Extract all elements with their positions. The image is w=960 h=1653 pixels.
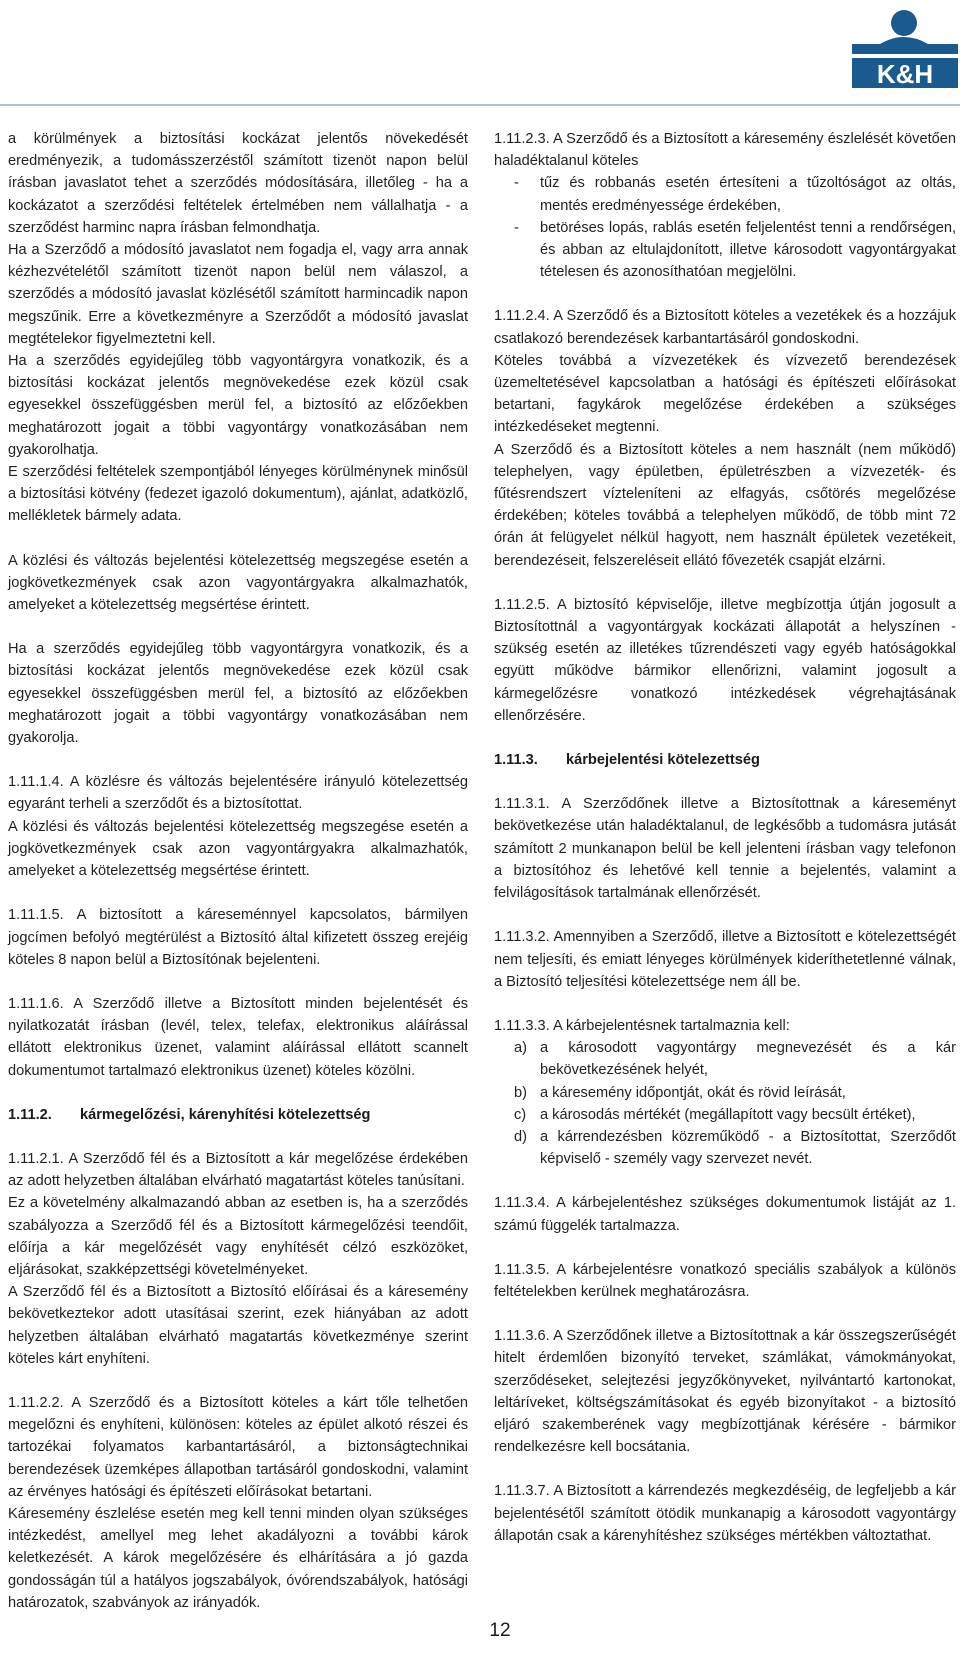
page-number: 12 <box>489 1620 511 1641</box>
paragraph: a körülmények a biztosítási kockázat jelentős növekedését eredményezik, a tudomásszerzéstől számított tizenöt napon belül írásban javaslatot tehet a szerződés módosítására, illetőleg - ha a kockázatot a szerződési feltételek értelmében nem vállalhatja - a szerződést harminc napra írásban felmondhatja. <box>8 131 468 236</box>
paragraph: 1.11.2.3. A Szerződő és a Biztosított a káresemény észlelését követően haladéktalanul köteles <box>494 131 956 170</box>
list-marker: c) <box>514 1106 527 1123</box>
list-item <box>494 217 956 284</box>
paragraph: 1.11.3.5. A kárbejelentésre vonatkozó speciális szabályok a különös feltételekben kerülnek meghatározásra. <box>494 1261 956 1300</box>
list-bullet: - <box>514 175 519 192</box>
paragraph: Ez a követelmény alkalmazandó abban az esetben is, ha a szerződés szabályozza a Szerződő fél és a Biztosított kármegelőzési teendőit, előírja a kár megelőzését vagy enyhítését célzó eszközöket, eljárásokat, szakképzettségi követelményeket. <box>8 1195 468 1278</box>
list-item <box>494 1104 956 1126</box>
section-heading <box>8 1104 468 1126</box>
right-column <box>494 128 956 1547</box>
lettered-list <box>494 1037 956 1170</box>
list-item-text: a kárrendezésben közreműködő - a Biztosítottat, Szerződőt képviselő - személy vagy szervezet nevét. <box>540 1128 956 1168</box>
paragraph: A közlési és változás bejelentési kötelezettség megszegése esetén a jogkövetkezmények csak azon vagyontárgyakra alkalmazhatók, amelyeket a kötelezettség megsértése érintett. <box>8 818 468 880</box>
list-marker: b) <box>514 1084 527 1101</box>
paragraph: Káresemény észlelése esetén meg kell tenni minden olyan szükséges intézkedést, amellyel meg lehet akadályozni a további károk keletkezését. A károk megelőzésére és elhárítására a jó gazda gondosságán túl a hatályos jogszabályok, óvórendszabályok, hatósági határozatok, szabványok az irányadók. <box>8 1505 468 1611</box>
list-bullet: - <box>514 219 519 236</box>
paragraph: 1.11.2.5. A biztosító képviselője, illetve megbízottja útján jogosult a Biztosítottnál a vagyontárgyak kockázati állapotát a helyszínen - szükség esetén az illetékes tűzrendészeti vagy egyéb hatóságokkal együtt működve bármikor ellenőrizni, valamint jogosult a kármegelőzésre vonatkozó intézkedések végrehajtásának ellenőrzésére. <box>494 596 956 724</box>
paragraph: A Szerződő és a Biztosított köteles a nem használt (nem működő) telephelyen, vagy épületben, épületrészben a vízvezeték- és fűtésrendszert vízteleníteni az elfagyás, csőtörés megelőzése érdekében; köteles továbbá a telephelyen működő, de több mint 72 órán át felügyelet nélkül hagyott, nem használt épületek vezetékeit, berendezéseit, felszereléseit ellátó fővezeték csapját elzárni. <box>494 441 956 569</box>
paragraph: Köteles továbbá a vízvezetékek és vízvezető berendezések üzemeltetésével kapcsolatban a hatósági és építészeti előírásokat betartani, fagykárok megelőzése érdekében a szükséges intézkedéseket megtenni. <box>494 352 956 436</box>
paragraph: 1.11.3.1. A Szerződőnek illetve a Biztosítottnak a káreseményt bekövetkezése után haladéktalanul, de legkésőbb a tudomásra jutását számított 2 munkanapon belül be kell jelenteni írásban vagy telefonon a biztosítóhoz és lehetővé kell tennie a bejelentés, valamint a felvilágosítások tartalmának ellenőrzését. <box>494 796 956 902</box>
list-item <box>494 172 956 216</box>
list-item-text: betöréses lopás, rablás esetén feljelentést tenni a rendőrségen, és abban az eltulajdonított, illetve károsodott vagyontárgyakat tételesen és azonosíthatóan megjelölni. <box>540 219 956 281</box>
section-title: kármegelőzési, kárenyhítési kötelezettség <box>80 1106 371 1123</box>
paragraph: 1.11.2.1. A Szerződő fél és a Biztosított a kár megelőzése érdekében az adott helyzetben általában elvárható magatartást köteles tanúsítani. <box>8 1150 468 1190</box>
list-item-text: tűz és robbanás esetén értesíteni a tűzoltóságot az oltás, mentés eredményessége érdekében, <box>540 175 956 214</box>
kh-logo-mark <box>852 8 958 88</box>
paragraph: 1.11.3.4. A kárbejelentéshez szükséges dokumentumok listáját az 1. számú függelék tartalmazza. <box>494 1195 956 1234</box>
paragraph: E szerződési feltételek szempontjából lényeges körülménynek minősül a biztosítási kötvény (fedezet igazoló dokumentum), ajánlat, adatközlő, mellékletek bármely adata. <box>8 464 468 525</box>
section-title: kárbejelentési kötelezettség <box>566 752 760 769</box>
list-item-text: a károsodás mértékét (megállapított vagy becsült értéket), <box>540 1106 916 1123</box>
paragraph: 1.11.3.3. A kárbejelentésnek tartalmaznia kell: <box>494 1017 790 1034</box>
left-column <box>8 128 468 1614</box>
paragraph: Ha a szerződés egyidejűleg több vagyontárgyra vonatkozik, és a biztosítási kockázat jelentős megnövekedése ezek közül csak egyesekkel összefüggésben merül fel, a biztosító az előzőekben meghatározott jogait a többi vagyontárgy vonatkozásában nem gyakorolja. <box>8 641 468 747</box>
paragraph: 1.11.1.6. A Szerződő illetve a Biztosított minden bejelentését és nyilatkozatát írásban (levél, telex, telefax, elektronikus aláírással ellátott elektronikus üzenet, valamint aláírással ellátott scannelt dokumentumot tartalmazó elektronikus üzenet) köteles közölni. <box>8 995 468 1079</box>
header-divider <box>0 104 960 106</box>
list-item <box>494 1037 956 1081</box>
paragraph: 1.11.3.7. A Biztosított a kárrendezés megkezdéséig, de legfeljebb a kár bejelentésétől számított ötödik munkanapig a károsodott vagyontárgy állapotán csak a kárenyhítéshez szükséges mértékben változtathat. <box>494 1483 956 1544</box>
list-item <box>494 1126 956 1170</box>
paragraph: 1.11.2.4. A Szerződő és a Biztosított köteles a vezetékek és a hozzájuk csatlakozó berendezések karbantartásáról gondoskodni. <box>494 308 956 347</box>
paragraph: 1.11.1.4. A közlésre és változás bejelentésére irányuló kötelezettség egyaránt terheli a szerződőt és a biztosítottat. <box>8 774 468 813</box>
kh-logo <box>852 8 958 88</box>
paragraph: Ha a szerződés egyidejűleg több vagyontárgyra vonatkozik, és a biztosítási kockázat jelentős megnövekedése ezek közül csak egyesekkel összefüggésben merül fel, a biztosító az előzőekben meghatározott jogait a többi vagyontárgy vonatkozásában nem gyakorolhatja. <box>8 353 468 458</box>
list-marker: a) <box>514 1040 527 1057</box>
paragraph: A Szerződő fél és a Biztosított a Biztosító előírásai és a káresemény bekövetkeztekor adott utasításai szerint, ezek hiányában az adott helyzetben általában elvárható magatartás következménye szerint köteles kárt enyhíteni. <box>8 1284 468 1367</box>
list-marker: d) <box>514 1128 527 1145</box>
logo-text: K&H <box>876 59 934 88</box>
paragraph: Ha a Szerződő a módosító javaslatot nem fogadja el, vagy arra annak kézhezvételétől számított tizenöt napon belül nem válaszol, a szerződés a módosító javaslat közlésétől számított harmincadik napon megszűnik. Erre a következményre a Szerződőt a módosító javaslat megtételekor figyelmeztetni kell. <box>8 242 468 347</box>
list-item <box>494 1082 956 1104</box>
section-number: 1.11.3. <box>494 752 538 769</box>
paragraph: 1.11.1.5. A biztosított a káreseménnyel kapcsolatos, bármilyen jogcímen befolyó megtérülést a Biztosító által kifizetett összeg erejéig köteles 8 napon belül a Biztosítónak bejelenteni. <box>8 907 468 968</box>
paragraph: 1.11.2.2. A Szerződő és a Biztosított köteles a kárt tőle telhetően megelőzni és enyhíteni, különösen: köteles az épület alkotó részei és tartozékai folyamatos karbantartásáról, a biztonságtechnikai berendezések üzemképes állapotban tartásáról gondoskodni, valamint az érvényes hatósági és építészeti előírásokat betartani. <box>8 1394 468 1500</box>
section-number: 1.11.2. <box>8 1106 52 1123</box>
paragraph: A közlési és változás bejelentési kötelezettség megszegése esetén a jogkövetkezmények csak azon vagyontárgyakra alkalmazhatók, amelyeket a kötelezettség megsértése érintett. <box>8 552 468 614</box>
paragraph: 1.11.3.6. A Szerződőnek illetve a Biztosítottnak a kár összegszerűségét hitelt érdemlően bizonyító terveket, számlákat, vámokmányokat, szerződéseket, selejtezési jegyzőkönyveket, nyilvántartó kartonokat, leltáríveket, költségszámításokat és egyéb bizonyítakot - a biztosító eljáró szakemberének vagy megbízottjának kérésére - bármikor rendelkezésre kell bocsátania. <box>494 1328 956 1456</box>
list-item-text: a károsodott vagyontárgy megnevezését és a kár bekövetkezésének helyét, <box>540 1040 956 1079</box>
section-heading <box>494 749 956 771</box>
list-item-text: a káresemény időpontját, okát és rövid leírását, <box>540 1084 846 1101</box>
paragraph: 1.11.3.2. Amennyiben a Szerződő, illetve a Biztosított e kötelezettségét nem teljesíti, és emiatt lényeges körülmények kideríthetetlenné válnak, a Biztosító teljesítési kötelezettsége nem áll be. <box>494 929 956 990</box>
dash-list <box>494 172 956 283</box>
